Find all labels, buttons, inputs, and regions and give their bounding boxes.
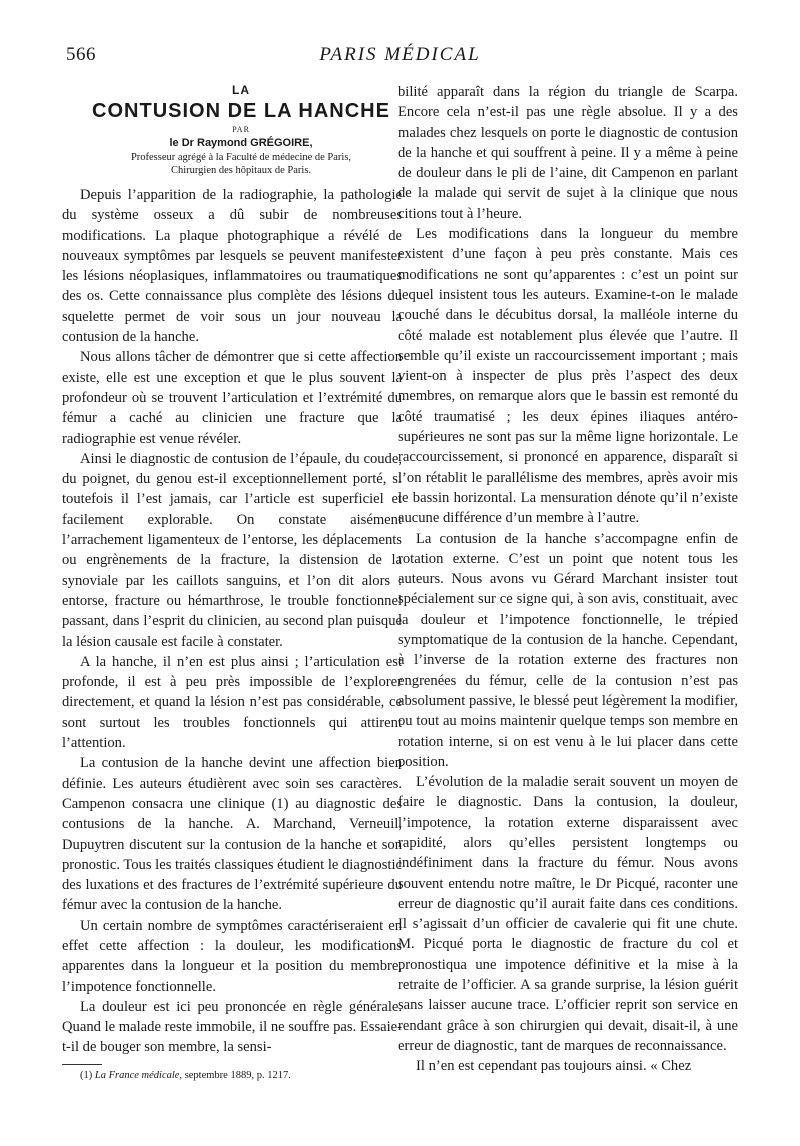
running-head: PARIS MÉDICAL: [319, 44, 481, 65]
paragraph: La douleur est ici peu prononcée en règle générale. Quand le malade reste immobile, il ne souffre pas. Essaie-t-il de bouger son membre, la sensi-: [62, 998, 402, 1056]
paragraph: La contusion de la hanche s’accompagne enfin de rotation externe. C’est un point que notent tous les auteurs. Nous avons vu Gérard Marchant insister tout spécialement sur ce signe qui, à son avis, constituait, avec la douleur et l’impotence fonctionnelle, le trépied symptomatique de la contusion de la hanche. Cependant, à l’inverse de la rotation externe des fractures non engrenées du fémur, celle de la contusion n’est pas absolument passive, le blessé peut légèrement la modifier, ou tout au moins maintenir quelque temps son membre en rotation interne, si on est venu à le lui placer dans cette position.: [398, 530, 738, 770]
paragraph: Il n’en est cependant pas toujours ainsi. « Chez: [416, 1058, 692, 1075]
title-article-word: LA: [232, 83, 250, 97]
footnote: [62, 1069, 402, 1083]
paragraph: Un certain nombre de symptômes caractériseraient en effet cette affection : la douleur, les modifications apparentes dans la longueur et la position du membre, l’impotence fonctionnelle.: [62, 917, 402, 995]
article-title-block: [62, 82, 402, 177]
article-title: CONTUSION DE LA HANCHE: [92, 100, 390, 122]
paragraph: L’évolution de la maladie serait souvent un moyen de faire le diagnostic. Dans la contusion, la douleur, l’impotence, la rotation externe disparaissent avec rapidité, alors qu’elles persistent longtemps ou indéfiniment dans la fracture du fémur. Nous avons souvent entendu notre maître, le Dr Picqué, raconter une erreur de diagnostic qu’il aurait faite dans ces conditions. Il s’agissait d’un officier de cavalerie qui fit une chute. M. Picqué porta le diagnostic de fracture du col et pronostiqua une impotence définitive et la mise à la retraite de l’officier. A sa grande surprise, la lésion guérit sans laisser aucune trace. L’officier reprit son service en rendant grâce à son chirurgien qui devait, disait-il, à une erreur de diagnostic, tant de marques de reconnaissance.: [398, 774, 738, 1054]
paragraph: Ainsi le diagnostic de contusion de l’épaule, du coude, du poignet, du genou est-il exceptionnellement porté, si toutefois il l’est jamais, car l’article est superficiel et facilement explorable. On constate aisément l’arrachement ligamenteux de l’entorse, les déplacements ou engrènements de la fracture, la distension de la synoviale par les caillots sanguins, et l’on dit alors : entorse, fracture ou hémarthrose, le trouble fonctionnel passant, dans l’esprit du clinicien, au second plan puisque la lésion causale est facile à constater.: [62, 450, 402, 650]
footnote-source: La France médicale,: [94, 1069, 183, 1081]
paragraph: Depuis l’apparition de la radiographie, la pathologie du système osseux a dû subir de nombreuses modifications. La plaque photographique a révélé de nouveaux symptômes par lesquels se peuvent manifester les lésions néoplasiques, inflammatoires ou traumatiques des os. Cette connaissance plus complète des lésions du squelette permet de voir sous un jour nouveau la contusion de la hanche.: [62, 187, 402, 346]
footnote-detail: septembre 1889, p. 1217.: [184, 1069, 291, 1081]
author-name: le Dr Raymond GRÉGOIRE,: [169, 137, 313, 149]
paragraph: Nous allons tâcher de démontrer que si cette affection existe, elle est une exception et que le plus souvent la profondeur où se trouvent l’articulation et l’extrémité du fémur a caché au clinicien une fracture que la radiographie est venue révéler.: [62, 349, 402, 447]
byline-par: PAR: [232, 125, 250, 134]
footnote-divider: [62, 1064, 102, 1065]
paragraph: A la hanche, il n’en est plus ainsi ; l’articulation est profonde, il est à peu près impossible de l’explorer directement, et quand la lésion n’est pas considérable, ce sont surtout les troubles fonctionnels qui attirent l’attention.: [62, 653, 402, 752]
author-affiliation-2: Chirurgien des hôpitaux de Paris.: [170, 165, 312, 176]
right-column: [398, 82, 738, 1077]
left-column: [62, 82, 402, 1083]
page-number: 566: [66, 44, 96, 65]
author-affiliation-1: Professeur agrégé à la Faculté de médecine de Paris,: [130, 152, 352, 163]
paragraph: La contusion de la hanche devint une affection bien définie. Les auteurs étudièrent avec soin ses caractères. Campenon consacra une clinique (1) au diagnostic des contusions de la hanche. A. Marchand, Verneuil, Dupuytren discutent sur la contusion de la hanche et son pronostic. Tous les traités classiques étudient le diagnostic des luxations et des fractures de l’extrémité supérieure du fémur avec la contusion de la hanche.: [62, 755, 402, 914]
footnote-number: (1): [80, 1069, 93, 1081]
paragraph: Les modifications dans la longueur du membre existent d’une façon à peu près constante. Mais ces modifications ne sont qu’apparentes : c’est un point sur lequel insistent tous les auteurs. Examine-t-on le malade couché dans le décubitus dorsal, la malléole interne du côté malade est notablement plus élevée que l’autre. Il semble qu’il existe un raccourcissement important ; mais vient-on à inspecter de plus près l’aspect des deux membres, on remarque alors que le bassin est remonté du côté traumatisé ; les deux épines iliaques antéro-supérieures ne sont pas sur la même ligne horizontale. Le raccourcissement, si prononcé en apparence, disparaît si l’on rétablit le parallélisme des membres, après avoir mis le bassin horizontal. La mensuration dénote qu’il n’existe aucune différence d’un membre à l’autre.: [398, 226, 738, 527]
paragraph-continued: bilité apparaît dans la région du triangle de Scarpa. Encore cela n’est-il pas une règle absolue. Il y a des malades chez lesquels on porte le diagnostic de contusion de la hanche et qui souffrent à peine. Il y a même à peine de douleur dans le pli de l’aine, dit Campenon en parlant de la malade qui servit de sujet à la clinique que nous citions tout à l’heure.: [398, 84, 738, 222]
